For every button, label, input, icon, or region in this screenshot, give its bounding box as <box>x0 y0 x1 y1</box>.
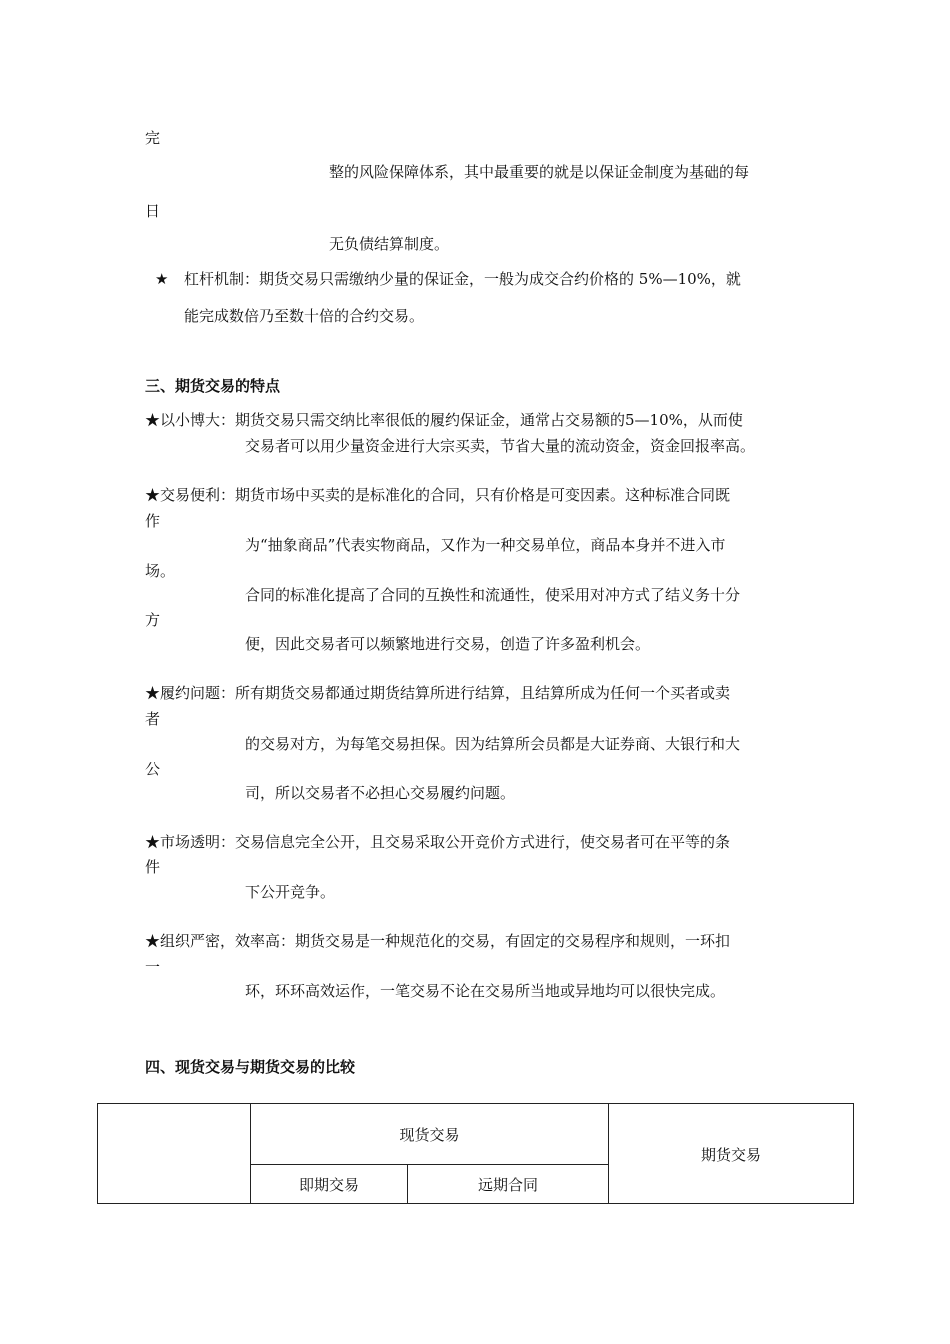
orphan-char: 完 <box>145 129 161 147</box>
comparison-table <box>97 1103 854 1204</box>
feature-line: 为“抽象商品”代表实物商品，又作为一种交易单位，商品本身并不进入市 <box>245 536 726 554</box>
table-divider <box>250 1164 608 1165</box>
feature-line: 的交易对方，为每笔交易担保。因为结算所会员都是大证券商、大银行和大 <box>245 735 741 753</box>
feature-line: ★履约问题：所有期货交易都通过期货结算所进行结算，且结算所成为任何一个买者或卖 <box>145 684 731 702</box>
orphan-char: 者 <box>145 710 161 728</box>
star-bullet-icon: ★ <box>155 270 169 288</box>
futures-trading-header: 期货交易 <box>700 1146 761 1164</box>
feature-line: ★交易便利：期货市场中买卖的是标准化的合同，只有价格是可变因素。这种标准合同既 <box>145 486 731 504</box>
feature-line: ★市场透明：交易信息完全公开，且交易采取公开竞价方式进行，使交易者可在平等的条 <box>145 833 731 851</box>
spot-sub-header: 即期交易 <box>298 1176 359 1194</box>
orphan-char: 方 <box>145 611 161 629</box>
orphan-char: 作 <box>145 512 161 530</box>
body-line: 整的风险保障体系，其中最重要的就是以保证金制度为基础的每 <box>329 163 750 181</box>
feature-line: ★组织严密，效率高：期货交易是一种规范化的交易，有固定的交易程序和规则，一环扣 <box>145 932 731 950</box>
leverage-line: 杠杆机制：期货交易只需缴纳少量的保证金，一般为成交合约价格的 5%—10%，就 <box>184 270 741 288</box>
section-4-heading: 四、现货交易与期货交易的比较 <box>145 1058 356 1076</box>
orphan-char: 公 <box>145 760 161 778</box>
leverage-line: 能完成数倍乃至数十倍的合约交易。 <box>184 307 425 325</box>
orphan-char: 日 <box>145 202 161 220</box>
feature-line: 司，所以交易者不必担心交易履约问题。 <box>245 784 516 802</box>
feature-line: 便，因此交易者可以频繁地进行交易，创造了许多盈利机会。 <box>245 635 651 653</box>
orphan-char: 件 <box>145 858 161 876</box>
orphan-char: 一 <box>145 958 161 976</box>
body-line: 无负债结算制度。 <box>329 235 450 253</box>
forward-sub-header: 远期合同 <box>477 1176 538 1194</box>
feature-line: ★以小博大：期货交易只需交纳比率很低的履约保证金，通常占交易额的5—10%，从而使 <box>145 411 743 429</box>
feature-line: 下公开竞争。 <box>245 883 336 901</box>
section-3-heading: 三、期货交易的特点 <box>145 377 281 395</box>
feature-line: 合同的标准化提高了合同的互换性和流通性，使采用对冲方式了结义务十分 <box>245 586 741 604</box>
feature-line: 交易者可以用少量资金进行大宗买卖，节省大量的流动资金，资金回报率高。 <box>245 437 756 455</box>
feature-line: 环，环环高效运作，一笔交易不论在交易所当地或异地均可以很快完成。 <box>245 982 726 1000</box>
orphan-char: 场。 <box>145 562 176 580</box>
spot-trading-header: 现货交易 <box>399 1126 460 1144</box>
